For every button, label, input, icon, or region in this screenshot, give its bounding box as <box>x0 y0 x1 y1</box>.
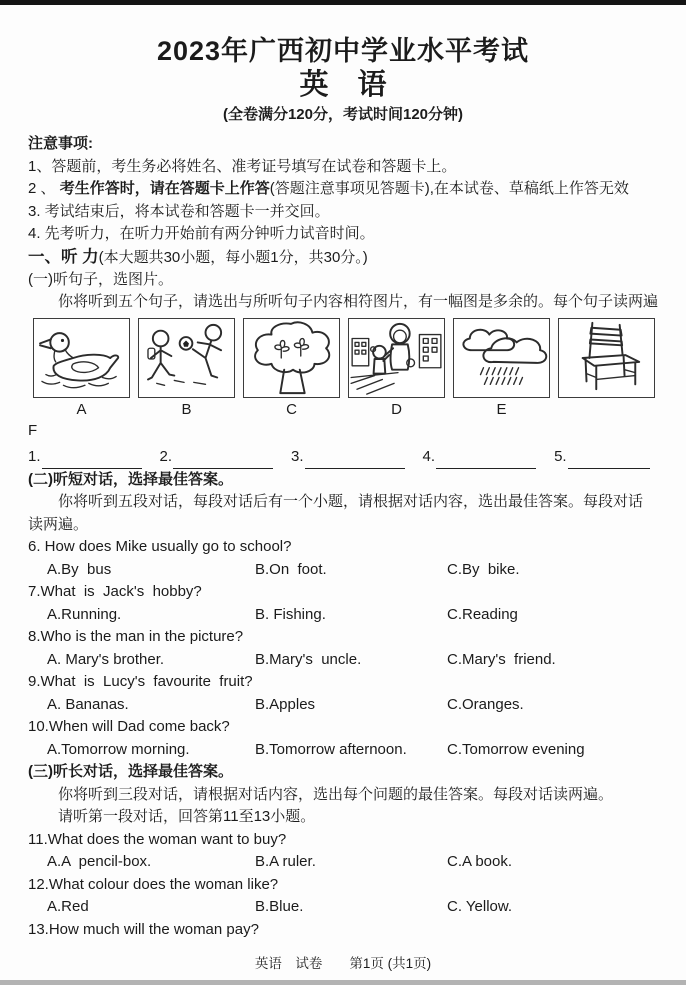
rain-clouds-drawing <box>454 319 549 397</box>
question-10-options <box>28 739 658 762</box>
picture-children-playing-football <box>138 318 235 398</box>
page-title: 2023年广西初中学业水平考试 <box>156 36 530 66</box>
part2-instruction-line2: 读两遍。 <box>28 515 89 533</box>
mother-and-child-drawing <box>349 319 444 397</box>
part1-instruction: 你将听到五个句子，请选出与所听句子内容相符图片，有一幅图是多余的。每个句子读两遍 <box>58 293 659 310</box>
option-a: A.A pencil-box. <box>47 853 152 870</box>
question-11-options <box>28 851 658 874</box>
answer-blanks-row <box>28 445 658 469</box>
question-9: 9.What is Lucy's favourite fruit? <box>28 673 253 690</box>
question-9-options <box>28 694 658 717</box>
picture-rain-clouds <box>453 318 550 398</box>
option-c: C.Oranges. <box>447 695 524 713</box>
notice-item-2 <box>28 178 658 201</box>
question-11: 11.What does the woman want to buy? <box>28 830 287 848</box>
scan-bottom-edge <box>0 980 686 985</box>
option-a: A. Bananas. <box>47 695 129 713</box>
option-c: C.Mary's friend. <box>447 650 556 668</box>
blank-number: 5. <box>554 447 567 465</box>
option-c: C.A book. <box>447 853 513 870</box>
part1-heading: (一)听句子，选图片。 <box>28 270 173 288</box>
part2-instruction-line1: 你将听到五段对话，每段对话后有一个小题，请根据对话内容，选出最佳答案。每段对话 <box>58 493 644 510</box>
answer-blank-4 <box>423 445 537 469</box>
picture-label-c: C <box>286 400 297 418</box>
question-6: 6. How does Mike usually go to school? <box>28 538 292 555</box>
answer-blank-2 <box>160 445 274 469</box>
notice-item-3: 3. 考试结束后，将本试卷和答题卡一并交回。 <box>28 202 330 220</box>
option-b: B.Apples <box>255 695 316 713</box>
part2-heading: (二)听短对话，选择最佳答案。 <box>28 470 233 488</box>
option-b: B. Fishing. <box>255 605 326 623</box>
notice-item-2-bold: 考生作答时，请在答题卡上作答 <box>59 180 270 197</box>
option-a: A.By bus <box>47 560 112 578</box>
blank-line <box>568 452 650 469</box>
picture-label-d: D <box>391 400 402 418</box>
notice-item-4: 4. 先考听力，在听力开始前有两分钟听力试音时间。 <box>28 225 375 242</box>
answer-blank-5 <box>554 445 650 469</box>
blank-line <box>42 452 142 469</box>
question-7: 7.What is Jack's hobby? <box>28 583 202 600</box>
blank-number: 2. <box>159 447 173 465</box>
answer-blank-1 <box>28 445 142 469</box>
question-7-options <box>28 604 658 627</box>
section-listening-name: 一、听 力 <box>28 247 99 266</box>
option-b: B.Mary's uncle. <box>255 650 362 668</box>
part3-sub-instruction: 请听第一段对话，回答第11至13小题。 <box>58 808 316 825</box>
question-6-options <box>28 559 658 582</box>
picture-tree <box>243 318 340 398</box>
duck-swimming-drawing <box>34 319 129 397</box>
children-playing-football-drawing <box>139 319 234 397</box>
page-footer: 英语 试卷 第1页 (共1页) <box>254 956 432 971</box>
option-b: B.Blue. <box>255 898 304 915</box>
option-c: C.Tomorrow evening <box>447 740 585 758</box>
blank-number: 3. <box>291 447 304 465</box>
picture-row <box>33 318 658 398</box>
option-a: A.Red <box>47 898 89 915</box>
option-c: C. Yellow. <box>447 898 513 915</box>
blank-number: 4. <box>422 447 436 465</box>
picture-chair <box>558 318 655 398</box>
exam-meta: (全卷满分120分，考试时间120分钟) <box>222 106 464 123</box>
option-c: C.Reading <box>447 605 518 623</box>
subject-title: 英 语 <box>299 69 387 101</box>
question-8: 8.Who is the man in the picture? <box>28 628 244 645</box>
notice-heading: 注意事项: <box>28 135 93 152</box>
notice-item-1: 1、答题前，考生务必将姓名、准考证号填写在试卷和答题卡上。 <box>28 157 457 175</box>
question-10: 10.When will Dad come back? <box>28 718 230 735</box>
blank-line <box>436 452 536 469</box>
blank-line <box>173 452 273 469</box>
notice-item-2-prefix: 2 、 <box>28 180 60 197</box>
picture-label-e: E <box>496 400 507 418</box>
picture-label-b: B <box>181 400 192 418</box>
scan-top-edge <box>0 0 686 5</box>
blank-line <box>305 452 405 469</box>
tree-drawing <box>244 319 339 397</box>
option-c: C.By bike. <box>447 560 520 578</box>
section-listening-note: (本大题共30小题，每小题1分，共30分。) <box>98 248 368 266</box>
option-a: A.Tomorrow morning. <box>47 740 190 758</box>
picture-mother-and-child-crossing-street <box>348 318 445 398</box>
picture-label-f: F <box>28 421 38 439</box>
option-b: B.A ruler. <box>255 853 316 870</box>
question-13: 13.How much will the woman pay? <box>28 920 259 938</box>
part3-heading: (三)听长对话，选择最佳答案。 <box>28 763 233 780</box>
option-b: B.Tomorrow afternoon. <box>255 740 407 758</box>
question-12: 12.What colour does the woman like? <box>28 875 279 893</box>
question-12-options <box>28 896 658 919</box>
blank-number: 1. <box>28 447 41 465</box>
option-b: B.On foot. <box>255 560 327 578</box>
picture-label-empty <box>558 400 655 420</box>
answer-blank-3 <box>291 445 405 469</box>
option-a: A.Running. <box>47 605 122 623</box>
section-listening-heading <box>28 246 658 269</box>
part3-instruction: 你将听到三段对话，请根据对话内容，选出每个问题的最佳答案。每段对话读两遍。 <box>58 785 614 803</box>
option-a: A. Mary's brother. <box>47 650 165 668</box>
picture-duck-swimming <box>33 318 130 398</box>
chair-drawing <box>559 319 654 397</box>
question-8-options <box>28 649 658 672</box>
notice-item-2-rest: (答题注意事项见答题卡),在本试卷、草稿纸上作答无效 <box>269 180 629 197</box>
picture-labels-row <box>33 400 658 420</box>
picture-label-a: A <box>76 400 87 418</box>
